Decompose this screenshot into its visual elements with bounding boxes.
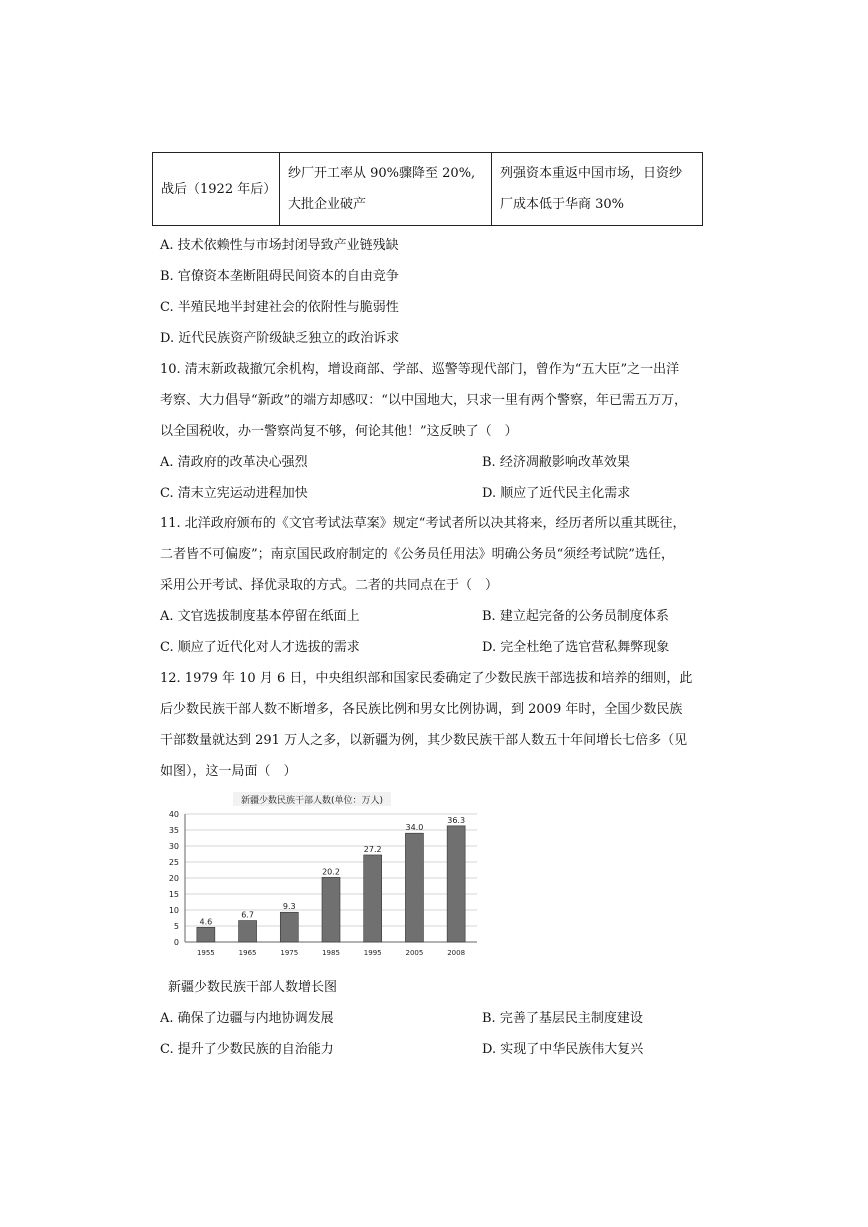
y-tick-label: 5 (173, 922, 179, 931)
bar (239, 921, 257, 942)
table-cell-period: 战后（1922 年后） (153, 153, 280, 226)
x-tick-label: 1985 (322, 949, 340, 957)
bar-value-label: 34.0 (405, 823, 424, 833)
q11-option-c[interactable]: C. 顺应了近代化对人才选拔的需求 (160, 640, 360, 655)
x-tick-label: 2005 (405, 949, 424, 957)
bar-value-label: 4.6 (199, 917, 213, 927)
q9-option-d[interactable]: D. 近代民族资产阶级缺乏独立的政治诉求 (160, 331, 400, 346)
q12-stem-line: 干部数量就达到 291 万人之多，以新疆为例，其少数民族干部人数五十年间增长七倍多（见 (160, 733, 688, 748)
comparison-table (152, 152, 703, 226)
y-tick-label: 35 (168, 826, 179, 835)
x-tick-label: 1955 (196, 949, 215, 957)
bar (197, 927, 215, 942)
q12-stem-line: 12. 1979 年 10 月 6 日，中央组织部和国家民委确定了少数民族干部选拔和培养的细则，此 (160, 671, 693, 686)
q12-option-c[interactable]: C. 提升了少数民族的自治能力 (160, 1042, 334, 1057)
table-cell-text: 纱厂开工率从 90%骤降至 20%, (288, 166, 476, 181)
q10-option-c[interactable]: C. 清末立宪运动进程加快 (160, 486, 308, 501)
x-tick-label: 1975 (280, 949, 299, 957)
bar-value-label: 6.7 (241, 910, 254, 920)
q11-stem-line: 二者皆不可偏废”；南京国民政府制定的《公务员任用法》明确公务员“须经考试院”选任， (160, 547, 674, 562)
bar-value-label: 36.3 (447, 815, 466, 825)
y-tick-label: 40 (168, 810, 179, 819)
y-tick-label: 15 (168, 890, 179, 899)
q12-option-a[interactable]: A. 确保了边疆与内地协调发展 (160, 1011, 334, 1026)
bar-value-label: 27.2 (363, 844, 382, 854)
x-tick-label: 2008 (447, 949, 466, 957)
chart-caption: 新疆少数民族干部人数增长图 (168, 980, 338, 995)
y-tick-label: 20 (168, 874, 179, 883)
q12-option-d[interactable]: D. 实现了中华民族伟大复兴 (482, 1042, 644, 1057)
q12-stem-line: 后少数民族干部人数不断增多，各民族比例和男女比例协调，到 2009 年时，全国少数民族 (160, 702, 683, 717)
table-cell-text: 厂成本低于华商 30% (500, 197, 625, 212)
q10-option-a[interactable]: A. 清政府的改革决心强烈 (160, 455, 308, 470)
y-tick-label: 25 (168, 858, 179, 867)
q9-option-a[interactable]: A. 技术依赖性与市场封闭导致产业链残缺 (160, 238, 399, 253)
bar (280, 912, 298, 942)
q10-stem-line: 10. 清末新政裁撤冗余机构，增设商部、学部、巡警等现代部门，曾作为“五大臣”之一出洋 (160, 362, 680, 377)
y-tick-label: 0 (173, 938, 179, 947)
bar-chart (155, 788, 485, 960)
table-cell-cause (492, 153, 703, 226)
q12-stem-line: 如图），这一局面（ ） (160, 764, 297, 779)
q11-option-b[interactable]: B. 建立起完备的公务员制度体系 (482, 609, 669, 624)
bar (447, 826, 465, 942)
x-tick-label: 1995 (363, 949, 382, 957)
bar-value-label: 9.3 (282, 902, 296, 912)
table-cell-text: 列强资本重返中国市场，日资纱 (500, 166, 683, 181)
q9-option-c[interactable]: C. 半殖民地半封建社会的依附性与脆弱性 (160, 300, 399, 315)
bar (322, 877, 340, 942)
q11-option-d[interactable]: D. 完全杜绝了选官营私舞弊现象 (482, 640, 670, 655)
q10-stem-line: 以全国税收，办一警察尚复不够，何论其他！”这反映了（ ） (160, 424, 518, 439)
q11-stem-line: 采用公开考试、择优录取的方式。二者的共同点在于（ ） (160, 578, 499, 593)
table-cell-change (280, 153, 492, 226)
bar (405, 833, 423, 942)
x-tick-label: 1965 (238, 949, 257, 957)
chart-title: 新疆少数民族干部人数(单位：万人) (240, 796, 384, 806)
q10-option-d[interactable]: D. 顺应了近代民主化需求 (482, 486, 631, 501)
q11-option-a[interactable]: A. 文官选拔制度基本停留在纸面上 (160, 609, 360, 624)
q11-stem-line: 11. 北洋政府颁布的《文官考试法草案》规定“考试者所以决其将来，经历者所以重其既往， (160, 516, 686, 531)
q10-stem-line: 考察、大力倡导“新政”的端方却感叹：“以中国地大，只求一里有两个警察，年已需五万万， (160, 393, 687, 408)
y-tick-label: 10 (168, 906, 179, 915)
y-tick-label: 30 (168, 842, 179, 851)
bar-value-label: 20.2 (322, 867, 340, 877)
q12-option-b[interactable]: B. 完善了基层民主制度建设 (482, 1011, 643, 1026)
q10-option-b[interactable]: B. 经济凋敝影响改革效果 (482, 455, 630, 470)
q9-option-b[interactable]: B. 官僚资本垄断阻碍民间资本的自由竞争 (160, 269, 399, 284)
table-row (153, 153, 703, 226)
bar (364, 855, 382, 942)
table-cell-text: 大批企业破产 (288, 197, 367, 212)
